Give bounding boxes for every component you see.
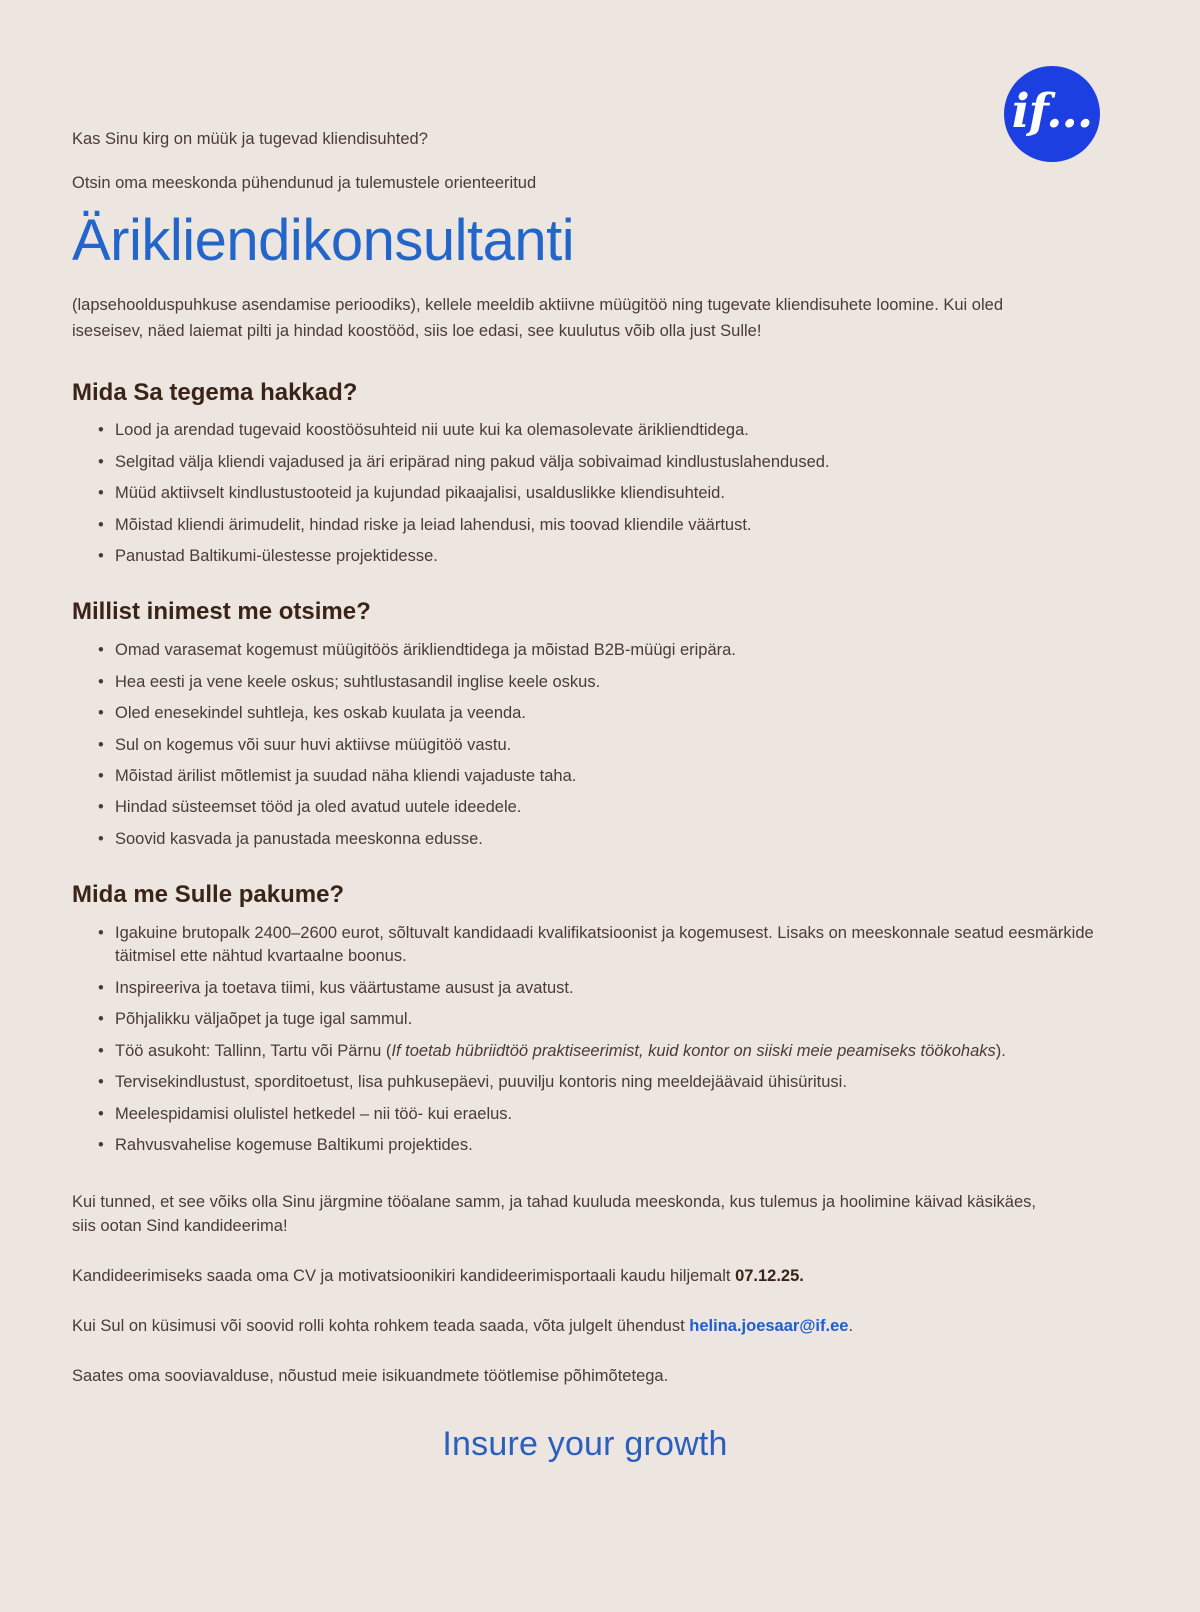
section-heading-offer: Mida me Sulle pakume? (72, 881, 345, 909)
bullet-dot-icon: • (98, 1073, 104, 1092)
list-item (72, 922, 1100, 969)
if-logo-text: if... (1011, 83, 1093, 139)
list-item-text: Omad varasemat kogemust müügitöös ärikliendtidega ja mõistad B2B-müügi eripära. (115, 641, 736, 660)
contact-prefix: Kui Sul on küsimusi või soovid rolli kohta rohkem teada saada, võta julgelt ühendust (72, 1317, 690, 1336)
list-item-text: Tervisekindlustust, sporditoetust, lisa puhkusepäevi, puuvilju kontoris ning meeldejäävaid ühisüritusi. (115, 1073, 847, 1092)
bullet-dot-icon: • (98, 452, 104, 471)
list-item (72, 702, 1100, 725)
location-italic-note: If toetab hübriidtöö praktiseerimist, kuid kontor on siiski meie peamiseks töökohaks (391, 1041, 996, 1060)
contact-paragraph (72, 1315, 1062, 1339)
list-item (72, 1103, 1100, 1126)
brand-tagline: Insure your growth (442, 1425, 728, 1463)
list-item-text: Põhjalikku väljaõpet ja tuge igal sammul. (115, 1010, 413, 1029)
bullet-dot-icon: • (98, 641, 104, 660)
bullet-dot-icon: • (98, 484, 104, 503)
bullet-dot-icon: • (98, 672, 104, 691)
responsibilities-list (72, 419, 1100, 568)
bullet-dot-icon: • (98, 798, 104, 817)
list-item-text: Sul on kogemus või suur huvi aktiivse müügitöö vastu. (115, 735, 512, 754)
contact-email-link[interactable]: helina.joesaar@if.ee (689, 1317, 849, 1336)
section-heading-responsibilities: Mida Sa tegema hakkad? (72, 378, 358, 406)
intro-question: Kas Sinu kirg on müük ja tugevad kliendisuhted? (72, 130, 428, 148)
page-title: Ärikliendikonsultanti (72, 207, 575, 273)
closing-paragraph: Kui tunned, et see võiks olla Sinu järgmine tööalane samm, ja tahad kuuluda meeskonda, kus tulemus ja hoolimine käivad käsikäes, siis ootan Sind kandideerima! (72, 1193, 1036, 1236)
list-item (72, 1071, 1100, 1094)
bullet-dot-icon: • (98, 978, 104, 997)
bullet-dot-icon: • (98, 515, 104, 534)
bullet-dot-icon: • (98, 1104, 104, 1123)
list-item (72, 796, 1100, 819)
list-item (72, 482, 1100, 505)
list-item-text: Mõistad kliendi ärimudelit, hindad riske ja leiad lahendusi, mis toovad kliendile väärtust. (115, 515, 752, 534)
list-item-location (72, 1040, 1100, 1063)
list-item-text: Panustad Baltikumi-ülestesse projektidesse. (115, 547, 438, 566)
list-item-text: Oled enesekindel suhtleja, kes oskab kuulata ja veenda. (115, 704, 526, 723)
list-item-text: Mõistad ärilist mõtlemist ja suudad näha kliendi vajaduste taha. (115, 766, 577, 785)
deadline-paragraph (72, 1265, 1062, 1289)
location-suffix: ). (995, 1041, 1006, 1060)
list-item-text: Hea eesti ja vene keele oskus; suhtlustasandil inglise keele oskus. (115, 672, 601, 691)
requirements-list (72, 639, 1100, 851)
list-item (72, 977, 1100, 1000)
list-item-text: Hindad süsteemset tööd ja oled avatud uutele ideedele. (115, 798, 522, 817)
bullet-dot-icon: • (98, 766, 104, 785)
list-item-text: Rahvusvahelise kogemuse Baltikumi projektides. (115, 1135, 473, 1154)
list-item-text: Soovid kasvada ja panustada meeskonna edusse. (115, 829, 483, 848)
list-item-text: Müüd aktiivselt kindlustustooteid ja kujundad pikaajalisi, usalduslikke kliendisuhteid. (115, 484, 725, 503)
list-item (72, 639, 1100, 662)
bullet-dot-icon: • (98, 1010, 104, 1029)
offer-list (72, 922, 1100, 1157)
list-item (72, 828, 1100, 851)
deadline-date: 07.12.25. (735, 1267, 804, 1286)
consent-paragraph: Saates oma sooviavalduse, nõustud meie isikuandmete töötlemise põhimõtetega. (72, 1367, 669, 1386)
list-item (72, 765, 1100, 788)
list-item-text: Meelespidamisi olulistel hetkedel – nii töö- kui eraelus. (115, 1104, 513, 1123)
bullet-dot-icon: • (98, 704, 104, 723)
bullet-dot-icon: • (98, 735, 104, 754)
intro-statement: Otsin oma meeskonda pühendunud ja tulemustele orienteeritud (72, 174, 537, 193)
list-item-text: Selgitad välja kliendi vajadused ja äri eripärad ning pakud välja sobivaimad kindlustuslahendused. (115, 452, 830, 471)
content-column (72, 128, 1100, 1415)
list-item (72, 419, 1100, 442)
bullet-dot-icon: • (98, 421, 104, 440)
list-item-text: Lood ja arendad tugevaid koostöösuhteid nii uute kui ka olemasolevate ärikliendtidega. (115, 421, 749, 440)
section-heading-requirements: Millist inimest me otsime? (72, 598, 371, 626)
list-item (72, 671, 1100, 694)
list-item-text: Igakuine brutopalk 2400–2600 eurot, sõltuvalt kandidaadi kvalifikatsioonist ja kogemusest. Lisaks on meeskonnale seatud eesmärkide täitmisel ette nähtud kvartaalne boonus. (115, 924, 1094, 966)
list-item (72, 451, 1100, 474)
lead-paragraph: (lapsehoolduspuhkuse asendamise perioodiks), kellele meeldib aktiivne müügitöö ning tugevate kliendisuhete loomine. Kui oled iseseisev, näed laiemat pilti ja hindad koostööd, siis loe edasi, see kuulutus võib olla just Sulle! (72, 296, 1003, 340)
location-prefix: Töö asukoht: Tallinn, Tartu või Pärnu ( (115, 1041, 392, 1060)
bullet-dot-icon: • (98, 829, 104, 848)
list-item-text: Inspireeriva ja toetava tiimi, kus väärtustame ausust ja avatust. (115, 978, 574, 997)
list-item (72, 734, 1100, 757)
contact-suffix: . (848, 1317, 854, 1336)
bullet-dot-icon: • (98, 924, 104, 942)
bullet-dot-icon: • (98, 1135, 104, 1154)
list-item (72, 1134, 1100, 1157)
list-item (72, 514, 1100, 537)
bullet-dot-icon: • (98, 1041, 104, 1060)
list-item (72, 1008, 1100, 1031)
deadline-prefix: Kandideerimiseks saada oma CV ja motivatsioonikiri kandideerimisportaali kaudu hiljemalt (72, 1267, 736, 1286)
bullet-dot-icon: • (98, 547, 104, 566)
list-item (72, 545, 1100, 568)
